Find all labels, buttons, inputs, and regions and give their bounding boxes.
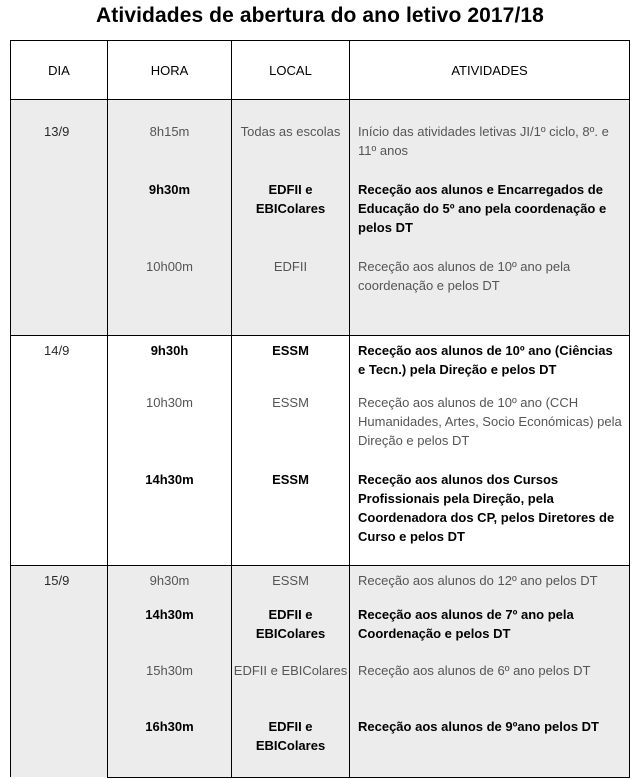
hora-cell: 10h00m [146, 259, 193, 274]
atividade-cell: Receção aos alunos de 10º ano (CCH Humanidades, Artes, Socio Económicas) pela Direção e pelos DT [358, 395, 622, 448]
local-cell: ESSM [272, 472, 309, 487]
local-cell: ESSM [272, 342, 309, 358]
table-row [11, 335, 630, 389]
header-dia: DIA [11, 41, 108, 100]
atividade-cell: Receção aos alunos de 6º ano pelos DT [358, 663, 591, 678]
hora-cell: 8h15m [149, 124, 190, 139]
hora-cell: 9h30h [150, 342, 189, 358]
atividade-cell: Receção aos alunos de 7º ano pela Coordenação e pelos DT [358, 607, 574, 641]
table-row [11, 565, 630, 601]
atividade-cell: Receção aos alunos dos Cursos Profissionais pela Direção, pela Coordenadora dos CP, pelos Diretores de Curso e pelos DT [358, 472, 615, 544]
table-row [11, 100, 630, 161]
atividade-cell: Receção aos alunos do 12º ano pelos DT [358, 572, 598, 588]
day-group-13-9 [11, 100, 630, 336]
hora-cell: 16h30m [145, 719, 194, 734]
page-title: Atividades de abertura do ano letivo 2017/18 [96, 4, 544, 27]
day-group-14-9 [11, 335, 630, 565]
hora-cell: 14h30m [145, 607, 194, 622]
local-cell: ESSM [272, 572, 309, 588]
hora-cell: 9h30m [149, 572, 190, 588]
day-group-15-9 [11, 565, 630, 777]
atividade-cell: Receção aos alunos de 10º ano (Ciências e Tecn.) pela Direção e pelos DT [358, 342, 613, 377]
day-label: 14/9 [44, 342, 70, 358]
table-header-row [11, 41, 630, 100]
local-cell: EDFII [273, 259, 308, 274]
activities-table [10, 40, 630, 778]
header-atividades: ATIVIDADES [350, 41, 630, 100]
hora-cell: 10h30m [146, 395, 193, 410]
atividade-cell: Receção aos alunos de 10º ano pela coordenação e pelos DT [358, 259, 571, 293]
local-cell: EDFII e EBIColares [255, 607, 326, 641]
local-cell: EDFII e EBIColares [255, 719, 326, 753]
day-label: 13/9 [44, 124, 70, 139]
hora-cell: 14h30m [145, 472, 194, 487]
local-cell: Todas as escolas [240, 124, 341, 139]
atividade-cell: Início das atividades letivas JI/1º ciclo, 8º. e 11º anos [358, 124, 609, 158]
atividade-cell: Receção aos alunos de 9ºano pelos DT [358, 719, 599, 734]
hora-cell: 15h30m [146, 663, 193, 678]
local-cell: EDFII e EBIColares [233, 663, 348, 678]
local-cell: EDFII e EBIColares [255, 182, 326, 216]
atividade-cell: Receção aos alunos e Encarregados de Educação do 5º ano pela coordenação e pelos DT [358, 182, 607, 235]
header-local: LOCAL [232, 41, 350, 100]
day-label: 15/9 [44, 572, 70, 588]
local-cell: ESSM [272, 395, 309, 410]
header-hora: HORA [108, 41, 232, 100]
hora-cell: 9h30m [148, 182, 191, 197]
